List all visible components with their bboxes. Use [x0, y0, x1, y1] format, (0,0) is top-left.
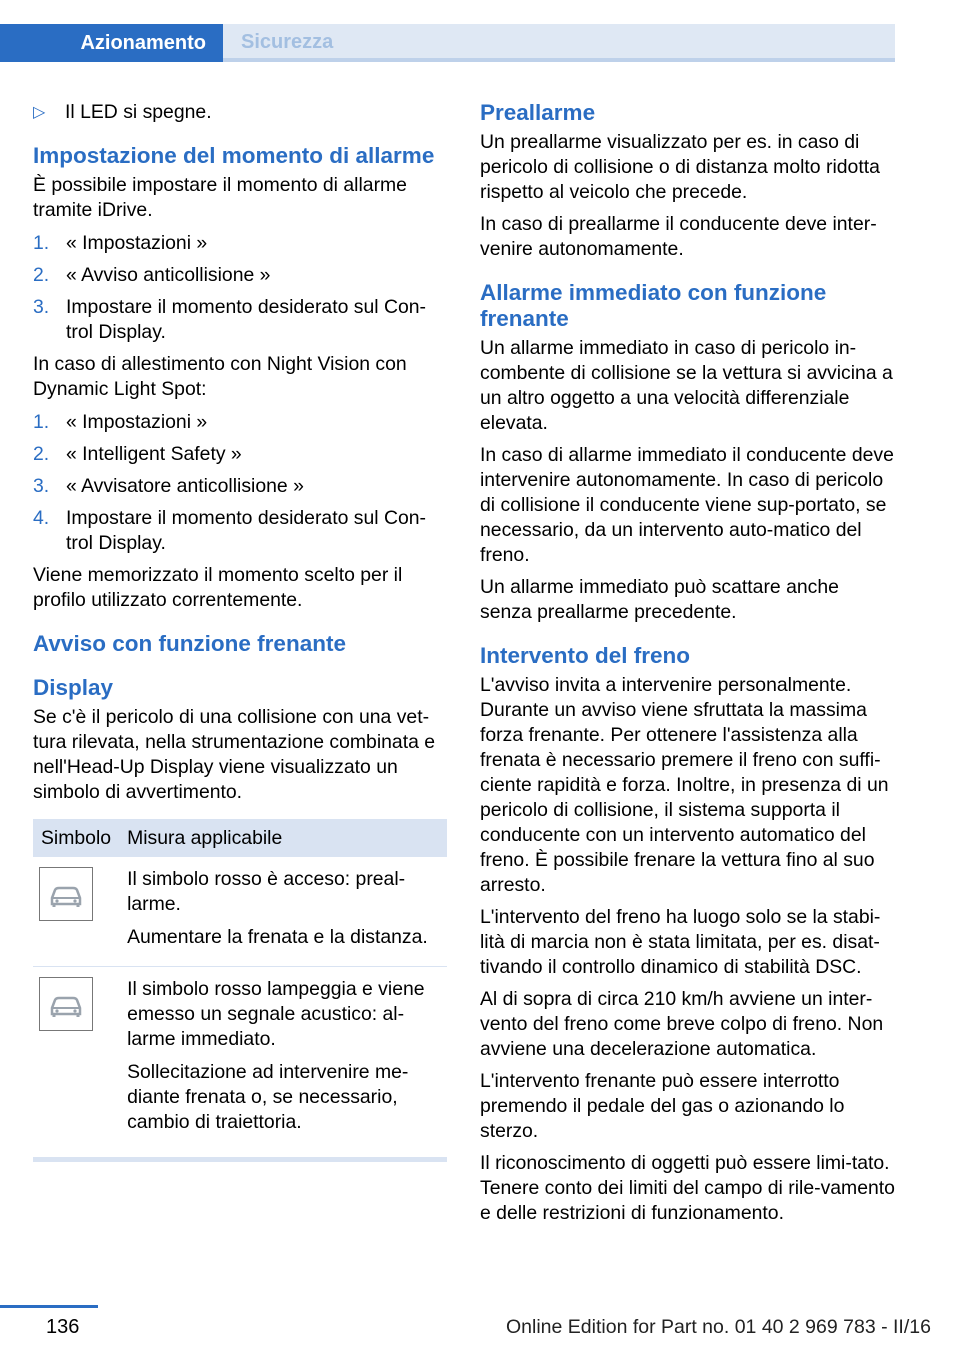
steps-list-1 — [33, 231, 449, 345]
heading-display: Display — [33, 675, 114, 700]
step-text: « Impostazioni » — [66, 232, 208, 254]
step-text: « Avviso anticollisione » — [66, 264, 271, 286]
step-text: Impostare il momento desiderato sul Con‐trol Display. — [66, 296, 426, 343]
paragraph: È possibile impostare il momento di allarme tramite iDrive. — [33, 174, 407, 221]
table-header-misura: Misura applicabile — [119, 819, 447, 857]
step-number: 1. — [33, 411, 50, 433]
step-number: 4. — [33, 507, 50, 529]
car-warning-icon — [39, 977, 93, 1031]
list-item — [33, 231, 449, 256]
table-header-simbolo: Simbolo — [33, 819, 119, 857]
symbol-table — [33, 819, 447, 1162]
steps-list-2 — [33, 410, 449, 556]
step-text: « Avvisatore anticollisione » — [66, 475, 304, 497]
header-bar — [0, 0, 960, 62]
header-divider — [223, 58, 895, 62]
page-number: 136 — [46, 1316, 80, 1338]
heading-preallarme: Preallarme — [480, 100, 596, 125]
table-cell-text: Sollecitazione ad intervenire me‐diante frenata o, se necessario, cambio di traiettoria. — [127, 1061, 409, 1133]
right-column — [480, 100, 896, 1233]
list-item — [33, 295, 449, 345]
left-column — [33, 100, 449, 1162]
triangle-bullet-icon: ▷ — [33, 104, 46, 121]
paragraph: L'intervento frenante può essere interrotto premendo il pedale del gas o azionando lo sterzo. — [480, 1070, 845, 1142]
paragraph: In caso di allestimento con Night Vision con Dynamic Light Spot: — [33, 353, 407, 400]
list-item — [33, 410, 449, 435]
tab-sicurezza[interactable]: Sicurezza — [223, 24, 895, 58]
table-cell-text: Il simbolo rosso è acceso: preal‐larme. — [127, 868, 406, 915]
paragraph: Un allarme immediato può scattare anche senza preallarme precedente. — [480, 576, 839, 623]
footer-accent-line — [0, 1305, 98, 1308]
list-item — [33, 263, 449, 288]
step-text: « Intelligent Safety » — [66, 443, 242, 465]
paragraph: L'avviso invita a intervenire personalmente. Durante un avviso viene sfruttata la massima forza frenante. Per ottenere l'assistenza alla frenata è necessario premere il freno con suffi‐ciente rapidità e forza. Inoltre, in presenza di un pericolo di collisione, il sistema supporta il conducente con un intervento automatico del freno. È possibile frenare la vettura fino al suo arresto. — [480, 674, 889, 896]
step-number: 2. — [33, 264, 50, 286]
paragraph: Un allarme immediato in caso di pericolo in‐combente di collisione se la vettura si avvicina a un altro oggetto a una velocità differenziale elevata. — [480, 337, 893, 434]
table-cell-text: Il simbolo rosso lampeggia e viene emesso un segnale acustico: al‐larme immediato. — [127, 978, 425, 1050]
paragraph: In caso di allarme immediato il conducente deve intervenire autonomamente. In caso di pericolo di collisione il conducente viene sup‐portato, se necessario, da un intervento auto‐matico del freno. — [480, 444, 894, 566]
list-item — [33, 442, 449, 467]
car-warning-icon — [39, 867, 93, 921]
tab-azionamento[interactable]: Azionamento — [0, 24, 223, 62]
step-number: 1. — [33, 232, 50, 254]
heading-immediato: Allarme immediato con funzione frenante — [480, 280, 827, 331]
step-text: « Impostazioni » — [66, 411, 208, 433]
paragraph: Il riconoscimento di oggetti può essere limi‐tato. Tenere conto dei limiti del campo di rile‐vamento e delle restrizioni di funzionamento. — [480, 1152, 895, 1224]
step-number: 3. — [33, 296, 50, 318]
list-item — [33, 506, 449, 556]
bullet-item — [33, 100, 449, 125]
list-item — [33, 474, 449, 499]
table-row — [33, 967, 447, 1160]
heading-avviso: Avviso con funzione frenante — [33, 631, 346, 656]
edition-text: Online Edition for Part no. 01 40 2 969 783 - II/16 — [506, 1316, 931, 1338]
paragraph: Viene memorizzato il momento scelto per il profilo utilizzato correntemente. — [33, 564, 403, 611]
table-row — [33, 857, 447, 967]
paragraph: Al di sopra di circa 210 km/h avviene un inter‐vento del freno come breve colpo di freno. Non avviene una decelerazione automatica. — [480, 988, 884, 1060]
paragraph: Se c'è il pericolo di una collisione con una vet‐tura rilevata, nella strumentazione combinata e nell'Head-Up Display viene visualizzato un simbolo di avvertimento. — [33, 706, 436, 803]
bullet-text: Il LED si spegne. — [65, 101, 212, 123]
heading-impostazione: Impostazione del momento di allarme — [33, 143, 435, 168]
step-number: 2. — [33, 443, 50, 465]
paragraph: L'intervento del freno ha luogo solo se la stabi‐lità di marcia non è stata limitata, per es. disat‐tivando il controllo dinamico di stabilità DSC. — [480, 906, 881, 978]
paragraph: In caso di preallarme il conducente deve inter‐venire autonomamente. — [480, 213, 877, 260]
step-number: 3. — [33, 475, 50, 497]
paragraph: Un preallarme visualizzato per es. in caso di pericolo di collisione o di distanza molto ridotta rispetto al veicolo che precede. — [480, 131, 880, 203]
table-cell-text: Aumentare la frenata e la distanza. — [127, 926, 428, 948]
step-text: Impostare il momento desiderato sul Con‐trol Display. — [66, 507, 426, 554]
heading-freno: Intervento del freno — [480, 643, 691, 668]
